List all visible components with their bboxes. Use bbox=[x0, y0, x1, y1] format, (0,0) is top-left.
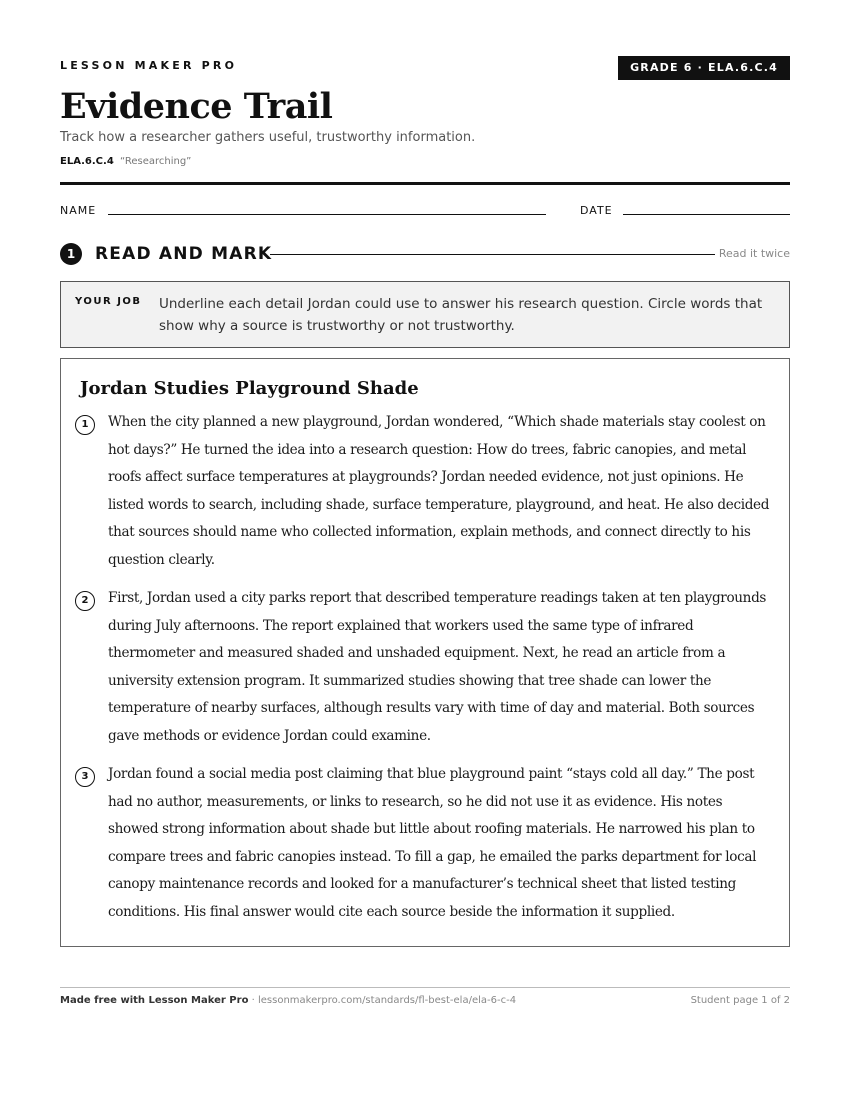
worksheet-title: Evidence Trail bbox=[60, 86, 333, 127]
section-number-badge: 1 bbox=[60, 243, 82, 265]
standard-name: “Researching” bbox=[119, 156, 192, 167]
your-job-label: YOUR JOB bbox=[75, 296, 142, 307]
footer-made-with: Made free with Lesson Maker Pro bbox=[60, 995, 249, 1006]
your-job-box bbox=[60, 281, 790, 348]
worksheet-subtitle: Track how a researcher gathers useful, trustworthy information. bbox=[60, 130, 476, 145]
date-field[interactable] bbox=[623, 214, 790, 215]
section-rule bbox=[270, 254, 715, 255]
your-job-instructions: Underline each detail Jordan could use to answer his research question. Circle words that show why a source is trustworthy or not trustworthy. bbox=[159, 296, 763, 334]
standard-code: ELA.6.C.4 bbox=[60, 156, 114, 167]
brand-name: LESSON MAKER PRO bbox=[60, 59, 238, 72]
name-field[interactable] bbox=[108, 214, 546, 215]
brand-row bbox=[60, 56, 790, 80]
footer-credit bbox=[60, 995, 516, 1006]
section-header bbox=[60, 242, 790, 266]
section-note: Read it twice bbox=[718, 247, 790, 260]
footer-divider bbox=[60, 987, 790, 988]
paragraph-text: First, Jordan used a city parks report that described temperature readings taken at ten playgrounds during July afternoons. The report explained that workers used the same type of infrared thermometer and measured shaded and unshaded equipment. Next, he read an article from a university extension program. It summarized studies showing that tree shade can lower the temperature of nearby surfaces, although results vary with time of day and material. Both sources gave methods or evidence Jordan could examine. bbox=[108, 590, 767, 744]
paragraph-text: Jordan found a social media post claiming that blue playground paint “stays cold all day.” The post had no author, measurements, or links to research, so he did not use it as evidence. His notes showed strong information about shade but little about roofing materials. He narrowed his plan to compare trees and fabric canopies instead. To fill a gap, he emailed the parks department for local canopy maintenance records and looked for a manufacturer’s technical sheet that listed testing conditions. His final answer would cite each source beside the information it supplied. bbox=[108, 766, 757, 920]
date-label: DATE bbox=[580, 204, 613, 217]
header-divider bbox=[60, 182, 790, 185]
name-label: NAME bbox=[60, 204, 97, 217]
paragraph-number: 3 bbox=[75, 767, 95, 787]
footer-url: · lessonmakerpro.com/standards/fl-best-ela/ela-6-c-4 bbox=[248, 995, 517, 1006]
footer-page-number: Student page 1 of 2 bbox=[690, 995, 790, 1006]
paragraph-number: 1 bbox=[75, 415, 95, 435]
paragraph-number: 2 bbox=[75, 591, 95, 611]
reading-passage bbox=[60, 358, 790, 947]
name-date-row bbox=[60, 204, 790, 220]
grade-badge: GRADE 6 · ELA.6.C.4 bbox=[618, 56, 790, 80]
paragraph-text: When the city planned a new playground, Jordan wondered, “Which shade materials stay coolest on hot days?” He turned the idea into a research question: How do trees, fabric canopies, and metal roofs affect surface temperatures at playgrounds? Jordan needed evidence, not just opinions. He listed words to search, including shade, surface temperature, playground, and heat. He also decided that sources should name who collected information, explain methods, and connect directly to his question clearly. bbox=[108, 414, 770, 568]
section-title: READ AND MARK bbox=[95, 244, 273, 264]
standard-line bbox=[60, 156, 191, 167]
passage-title: Jordan Studies Playground Shade bbox=[80, 378, 419, 399]
